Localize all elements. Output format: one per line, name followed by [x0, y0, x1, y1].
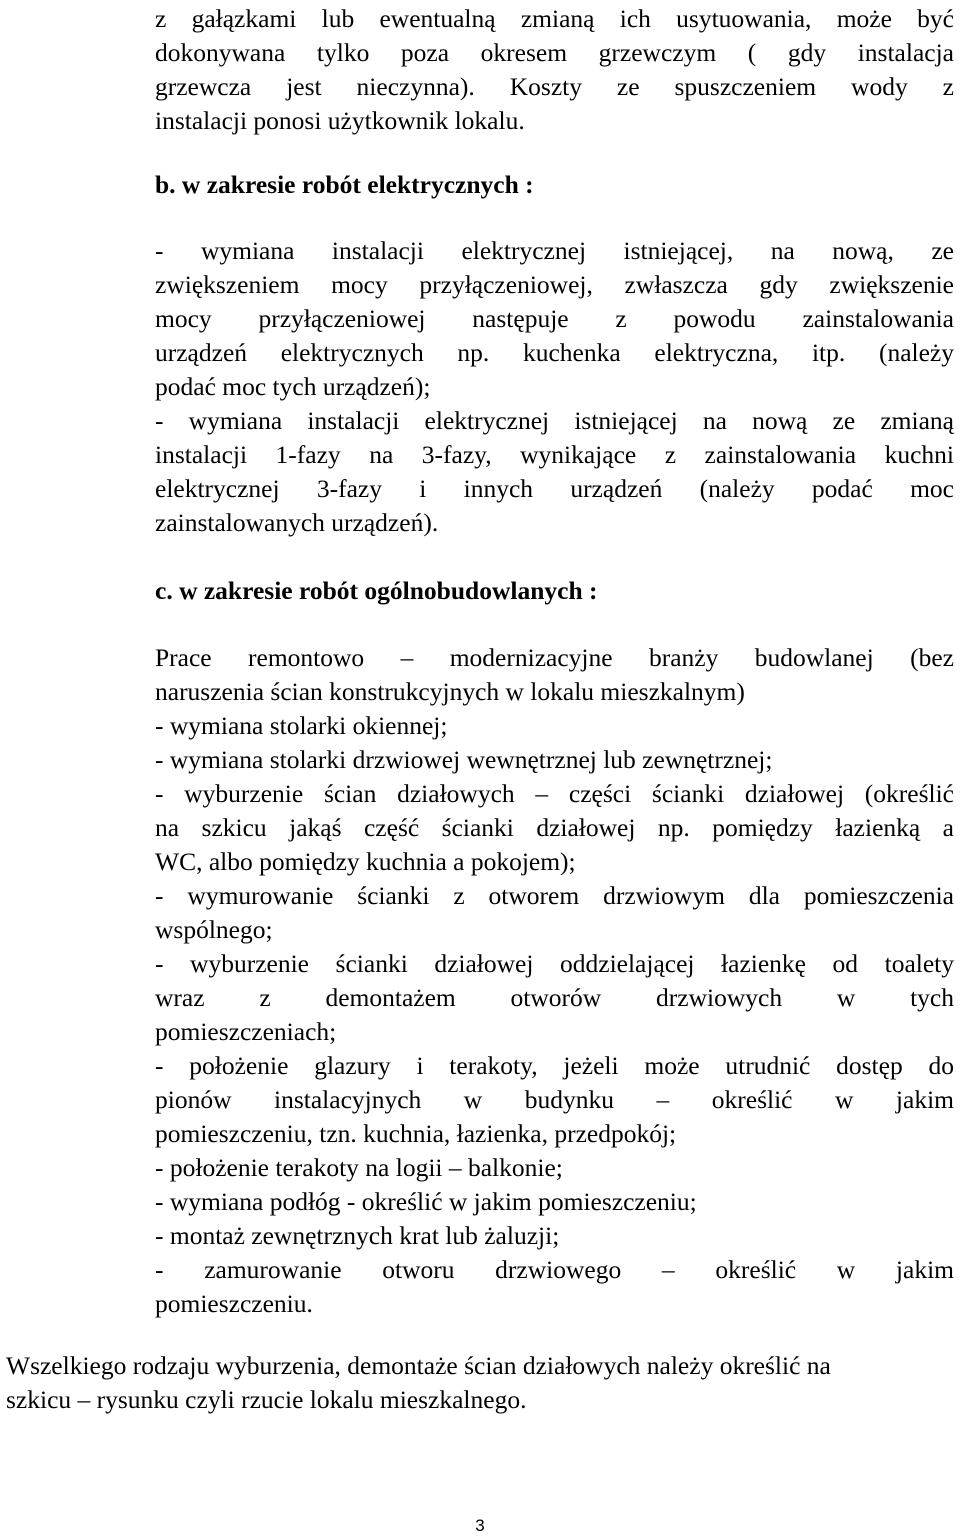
section-c-line: Prace remontowo – modernizacyjne branży budowlanej (bez	[155, 643, 954, 672]
section-c-line: na szkicu jakąś część ścianki działowej np. pomiędzy łazienką a	[155, 813, 954, 842]
section-c-heading-text: c. w zakresie robót ogólnobudowlanych :	[155, 576, 598, 605]
section-c-line: - zamurowanie otworu drzwiowego – określić w jakim	[155, 1255, 954, 1284]
section-b-heading	[155, 168, 534, 202]
intro-line: instalacji ponosi użytkownik lokalu.	[155, 106, 525, 135]
section-b-line: instalacji 1-fazy na 3-fazy, wynikające z zainstalowania kuchni	[155, 440, 954, 469]
closing-paragraph	[6, 1349, 956, 1417]
page-number: 3	[475, 1516, 485, 1535]
intro-line: grzewcza jest nieczynna). Koszty ze spuszczeniem wody z	[155, 72, 954, 101]
intro-line: z gałązkami lub ewentualną zmianą ich usytuowania, może być	[155, 4, 954, 33]
closing-line: Wszelkiego rodzaju wyburzenia, demontaże ścian działowych należy określić na	[6, 1351, 831, 1380]
intro-line: dokonywana tylko poza okresem grzewczym ( gdy instalacja	[155, 38, 954, 67]
section-c-line: pomieszczeniu.	[155, 1289, 313, 1318]
section-c-line: - położenie terakoty na logii – balkonie;	[155, 1153, 563, 1182]
section-b-line: zainstalowanych urządzeń).	[155, 508, 439, 537]
intro-paragraph	[155, 2, 954, 138]
section-b-line: elektrycznej 3-fazy i innych urządzeń (należy podać moc	[155, 474, 954, 503]
section-c-line: - położenie glazury i terakoty, jeżeli może utrudnić dostęp do	[155, 1051, 954, 1080]
section-c-line: - montaż zewnętrznych krat lub żaluzji;	[155, 1221, 560, 1250]
section-c-line: pomieszczeniach;	[155, 1017, 337, 1046]
section-c-line: wraz z demontażem otworów drzwiowych w tych	[155, 983, 954, 1012]
section-c-line: - wymiana stolarki okiennej;	[155, 711, 448, 740]
section-c-line: pionów instalacyjnych w budynku – określić w jakim	[155, 1085, 954, 1114]
section-c-heading	[155, 574, 598, 608]
section-c-line: - wymiana stolarki drzwiowej wewnętrznej lub zewnętrznej;	[155, 745, 773, 774]
section-b-heading-text: b. w zakresie robót elektrycznych :	[155, 170, 534, 199]
section-c-line: - wymurowanie ścianki z otworem drzwiowym dla pomieszczenia	[155, 881, 954, 910]
section-b-line: - wymiana instalacji elektrycznej istniejącej na nową ze zmianą	[155, 406, 954, 435]
section-b-line: - wymiana instalacji elektrycznej istniejącej, na nową, ze	[155, 236, 954, 265]
section-c-line: naruszenia ścian konstrukcyjnych w lokalu mieszkalnym)	[155, 677, 745, 706]
section-c-line: pomieszczeniu, tzn. kuchnia, łazienka, przedpokój;	[155, 1119, 677, 1148]
section-c-line: - wymiana podłóg - określić w jakim pomieszczeniu;	[155, 1187, 697, 1216]
section-c-line: - wyburzenie ścian działowych – części ścianki działowej (określić	[155, 779, 954, 808]
section-b-body	[155, 234, 954, 540]
closing-line: szkicu – rysunku czyli rzucie lokalu mieszkalnego.	[6, 1385, 527, 1414]
section-c-line: - wyburzenie ścianki działowej oddzielającej łazienkę od toalety	[155, 949, 954, 978]
section-b-line: zwiększeniem mocy przyłączeniowej, zwłaszcza gdy zwiększenie	[155, 270, 954, 299]
section-c-line: WC, albo pomiędzy kuchnia a pokojem);	[155, 847, 576, 876]
section-c-body	[155, 641, 954, 1321]
section-b-line: urządzeń elektrycznych np. kuchenka elektryczna, itp. (należy	[155, 338, 954, 367]
section-b-line: mocy przyłączeniowej następuje z powodu zainstalowania	[155, 304, 954, 333]
section-c-line: wspólnego;	[155, 915, 273, 944]
section-b-line: podać moc tych urządzeń);	[155, 372, 431, 401]
